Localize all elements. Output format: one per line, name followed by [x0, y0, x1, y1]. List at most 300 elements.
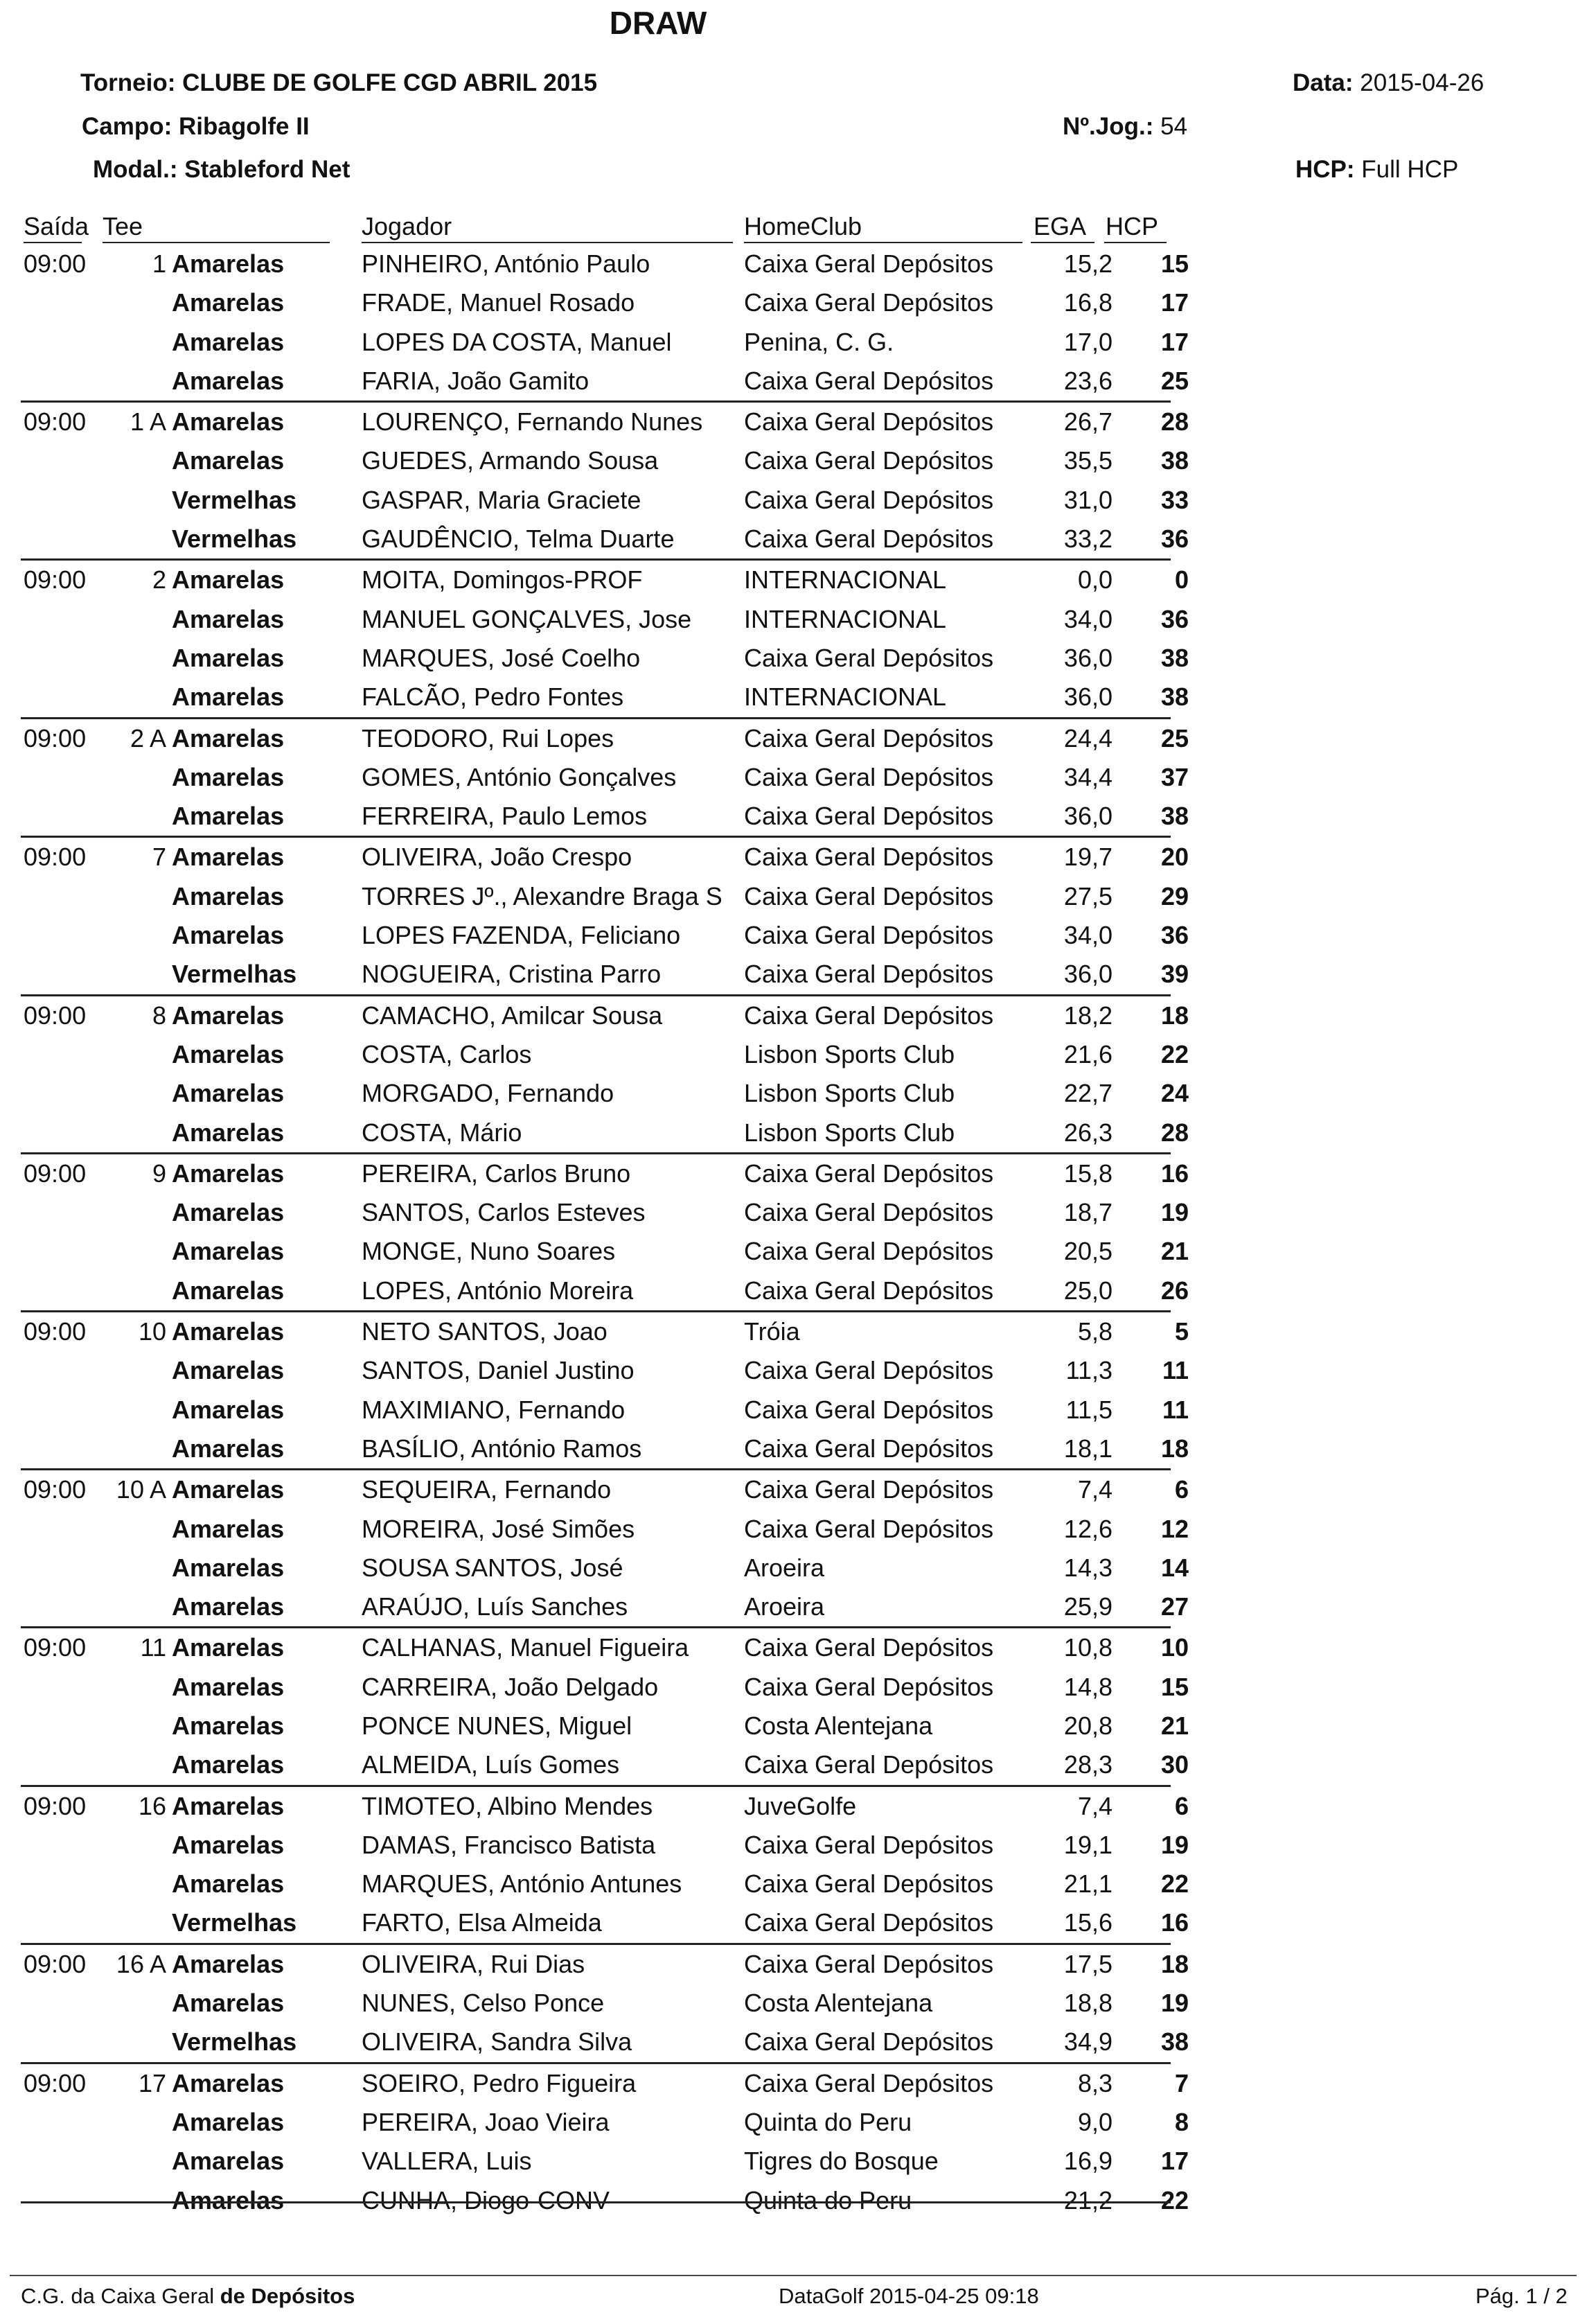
cell-hcp: 38: [1160, 446, 1189, 475]
table-row: [21, 1745, 1189, 1784]
header-underline: [362, 242, 733, 243]
cell-player: MANUEL GONÇALVES, Jose: [362, 604, 692, 633]
cell-ega: 34,9: [1063, 2027, 1112, 2057]
cell-player: GAUDÊNCIO, Telma Duarte: [362, 525, 675, 554]
cell-player: GUEDES, Armando Sousa: [362, 446, 659, 475]
col-header-ega: EGA: [1034, 212, 1087, 240]
cell-ega: 22,7: [1063, 1079, 1112, 1108]
cell-home-club: Caixa Geral Depósitos: [744, 1198, 994, 1227]
player-count-value: 54: [1160, 113, 1188, 140]
cell-tee-color: Amarelas: [172, 683, 285, 712]
cell-home-club: Caixa Geral Depósitos: [744, 1001, 994, 1030]
cell-hcp: 15: [1160, 249, 1189, 278]
cell-home-club: Caixa Geral Depósitos: [744, 960, 994, 989]
table-row: [21, 916, 1189, 955]
table-row: [21, 1865, 1189, 1903]
cell-tee-color: Amarelas: [172, 2147, 285, 2176]
table-row: [21, 1035, 1189, 1074]
cell-time: 09:00: [24, 1633, 87, 1662]
cell-tee-color: Amarelas: [172, 1592, 285, 1621]
cell-player: SANTOS, Daniel Justino: [362, 1356, 635, 1385]
col-header-homeclub: HomeClub: [744, 212, 862, 240]
cell-player: MAXIMIANO, Fernando: [362, 1395, 626, 1424]
cell-player: GASPAR, Maria Graciete: [362, 485, 641, 514]
cell-tee-color: Amarelas: [172, 1001, 285, 1030]
cell-player: VALLERA, Luis: [362, 2147, 532, 2176]
cell-time: 09:00: [24, 843, 87, 872]
cell-home-club: Caixa Geral Depósitos: [744, 881, 994, 910]
cell-home-club: Costa Alentejana: [744, 1711, 933, 1740]
cell-ega: 36,0: [1063, 683, 1112, 712]
cell-ega: 26,3: [1063, 1118, 1112, 1147]
cell-player: GOMES, António Gonçalves: [362, 762, 677, 791]
header-underline: [103, 242, 330, 243]
cell-home-club: Quinta do Peru: [744, 2185, 912, 2215]
table-row: [21, 1271, 1189, 1310]
date-line: [1293, 69, 1484, 97]
cell-player: CARREIRA, João Delgado: [362, 1672, 659, 1701]
cell-tee-color: Amarelas: [172, 843, 285, 872]
cell-hcp: 5: [1174, 1317, 1189, 1346]
cell-tee: 2 A: [130, 723, 166, 752]
cell-ega: 21,6: [1063, 1039, 1112, 1068]
cell-time: 09:00: [24, 2068, 87, 2097]
date-value: 2015-04-26: [1360, 69, 1484, 96]
cell-hcp: 28: [1160, 407, 1189, 437]
cell-player: TIMOTEO, Albino Mendes: [362, 1791, 653, 1820]
footer-club-name: C.G. da Caixa Geral: [21, 2284, 220, 2308]
cell-hcp: 20: [1160, 843, 1189, 872]
cell-home-club: Caixa Geral Depósitos: [744, 525, 994, 554]
cell-tee-color: Amarelas: [172, 1711, 285, 1740]
cell-player: ARAÚJO, Luís Sanches: [362, 1592, 628, 1621]
cell-home-club: Caixa Geral Depósitos: [744, 407, 994, 437]
cell-home-club: Costa Alentejana: [744, 1989, 933, 2018]
cell-home-club: Caixa Geral Depósitos: [744, 485, 994, 514]
cell-home-club: Caixa Geral Depósitos: [744, 446, 994, 475]
cell-time: 09:00: [24, 1949, 87, 1978]
cell-ega: 18,1: [1063, 1434, 1112, 1463]
cell-player: FERREIRA, Paulo Lemos: [362, 802, 648, 831]
cell-tee-color: Amarelas: [172, 1395, 285, 1424]
cell-ega: 31,0: [1063, 485, 1112, 514]
cell-tee-color: Amarelas: [172, 604, 285, 633]
cell-tee-color: Amarelas: [172, 921, 285, 950]
cell-hcp: 18: [1160, 1949, 1189, 1978]
table-row: [21, 323, 1189, 362]
cell-tee-color: Amarelas: [172, 723, 285, 752]
footer-generator: DataGolf 2015-04-25 09:18: [779, 2284, 1039, 2308]
table-row: [21, 1549, 1189, 1587]
table-header: [21, 212, 1171, 243]
cell-player: CAMACHO, Amilcar Sousa: [362, 1001, 663, 1030]
mode-line: [93, 156, 350, 184]
cell-ega: 9,0: [1077, 2107, 1112, 2136]
cell-player: ALMEIDA, Luís Gomes: [362, 1750, 620, 1779]
cell-tee-color: Amarelas: [172, 2185, 285, 2215]
cell-tee-color: Amarelas: [172, 762, 285, 791]
cell-ega: 35,5: [1063, 446, 1112, 475]
cell-time: 09:00: [24, 1159, 87, 1188]
cell-hcp: 37: [1160, 762, 1189, 791]
table-row: [21, 1984, 1189, 2023]
cell-home-club: Quinta do Peru: [744, 2107, 912, 2136]
cell-tee-color: Amarelas: [172, 2107, 285, 2136]
cell-hcp: 21: [1160, 1711, 1189, 1740]
table-row: [21, 797, 1189, 836]
table-row: [21, 994, 1189, 1035]
table-row: [21, 1074, 1189, 1113]
cell-tee-color: Amarelas: [172, 802, 285, 831]
cell-tee: 2: [152, 565, 166, 595]
cell-hcp: 38: [1160, 2027, 1189, 2057]
cell-player: TORRES Jº., Alexandre Braga S: [362, 881, 722, 910]
cell-player: NOGUEIRA, Cristina Parro: [362, 960, 662, 989]
cell-player: PINHEIRO, António Paulo: [362, 249, 650, 278]
cell-hcp: 11: [1162, 1356, 1189, 1385]
cell-ega: 23,6: [1063, 366, 1112, 395]
cell-tee-color: Amarelas: [172, 1672, 285, 1701]
cell-hcp: 25: [1160, 366, 1189, 395]
cell-home-club: Lisbon Sports Club: [744, 1039, 955, 1068]
cell-time: 09:00: [24, 407, 87, 437]
cell-ega: 12,6: [1063, 1514, 1112, 1543]
cell-tee-color: Amarelas: [172, 1276, 285, 1305]
cell-tee-color: Amarelas: [172, 1434, 285, 1463]
cell-tee: 10 A: [116, 1475, 166, 1504]
cell-home-club: Lisbon Sports Club: [744, 1079, 955, 1108]
cell-ega: 18,2: [1063, 1001, 1112, 1030]
cell-hcp: 30: [1160, 1750, 1189, 1779]
cell-hcp: 18: [1160, 1434, 1189, 1463]
cell-tee-color: Amarelas: [172, 249, 285, 278]
cell-hcp: 16: [1160, 1159, 1189, 1188]
cell-tee-color: Amarelas: [172, 1514, 285, 1543]
cell-tee-color: Amarelas: [172, 881, 285, 910]
table-row: [21, 2142, 1189, 2181]
cell-hcp: 7: [1174, 2068, 1189, 2097]
cell-hcp: 17: [1160, 327, 1189, 356]
cell-hcp: 38: [1160, 643, 1189, 672]
header-underline: [1104, 242, 1167, 243]
cell-tee-color: Vermelhas: [172, 960, 297, 989]
footer-page-number: Pág. 1 / 2: [1475, 2284, 1568, 2308]
cell-hcp: 6: [1174, 1475, 1189, 1504]
cell-hcp: 22: [1160, 2185, 1189, 2215]
cell-home-club: Tróia: [744, 1317, 800, 1346]
cell-ega: 10,8: [1063, 1633, 1112, 1662]
cell-tee-color: Amarelas: [172, 1633, 285, 1662]
cell-tee-color: Amarelas: [172, 1830, 285, 1859]
table-row: [21, 678, 1189, 716]
cell-tee: 8: [152, 1001, 166, 1030]
col-header-hcp: HCP: [1106, 212, 1159, 240]
col-header-jogador: Jogador: [362, 212, 452, 240]
cell-hcp: 22: [1160, 1869, 1189, 1899]
cell-ega: 36,0: [1063, 802, 1112, 831]
cell-home-club: Caixa Geral Depósitos: [744, 843, 994, 872]
cell-player: COSTA, Mário: [362, 1118, 522, 1147]
cell-hcp: 24: [1160, 1079, 1189, 1108]
cell-ega: 34,0: [1063, 921, 1112, 950]
cell-player: NETO SANTOS, Joao: [362, 1317, 608, 1346]
cell-time: 09:00: [24, 723, 87, 752]
table-row: [21, 836, 1189, 877]
table-row: [21, 877, 1189, 916]
cell-player: MARQUES, António Antunes: [362, 1869, 682, 1899]
cell-ega: 18,7: [1063, 1198, 1112, 1227]
course-label: Campo:: [82, 113, 172, 140]
cell-player: OLIVEIRA, Sandra Silva: [362, 2027, 632, 2057]
cell-player: CUNHA, Diogo-CONV: [362, 2185, 610, 2215]
cell-ega: 16,8: [1063, 288, 1112, 317]
cell-ega: 14,8: [1063, 1672, 1112, 1701]
cell-hcp: 39: [1160, 960, 1189, 989]
cell-ega: 0,0: [1077, 565, 1112, 595]
header-underline: [1031, 242, 1094, 243]
cell-hcp: 6: [1174, 1791, 1189, 1820]
cell-ega: 19,7: [1063, 843, 1112, 872]
cell-ega: 36,0: [1063, 643, 1112, 672]
cell-tee-color: Vermelhas: [172, 525, 297, 554]
cell-hcp: 36: [1160, 604, 1189, 633]
cell-hcp: 17: [1160, 2147, 1189, 2176]
cell-player: NUNES, Celso Ponce: [362, 1989, 605, 2018]
cell-ega: 11,3: [1065, 1356, 1112, 1385]
cell-tee-color: Amarelas: [172, 2068, 285, 2097]
cell-ega: 26,7: [1063, 407, 1112, 437]
cell-hcp: 29: [1160, 881, 1189, 910]
table-row: [21, 1707, 1189, 1745]
hcp-mode-value: Full HCP: [1361, 156, 1459, 183]
table-row: [21, 717, 1189, 758]
cell-home-club: INTERNACIONAL: [744, 604, 947, 633]
cell-hcp: 26: [1160, 1276, 1189, 1305]
cell-tee-color: Amarelas: [172, 565, 285, 595]
cell-player: TEODORO, Rui Lopes: [362, 723, 614, 752]
cell-player: SEQUEIRA, Fernando: [362, 1475, 612, 1504]
cell-tee-color: Vermelhas: [172, 2027, 297, 2057]
cell-hcp: 36: [1160, 921, 1189, 950]
cell-home-club: Caixa Geral Depósitos: [744, 1434, 994, 1463]
table-row: [21, 2181, 1189, 2220]
hcp-line: [1295, 156, 1458, 184]
table-row: [21, 245, 1189, 283]
table-row: [21, 1943, 1189, 1984]
cell-tee-color: Amarelas: [172, 1118, 285, 1147]
cell-tee-color: Amarelas: [172, 288, 285, 317]
col-header-saida: Saída: [24, 212, 89, 240]
cell-home-club: Caixa Geral Depósitos: [744, 288, 994, 317]
cell-player: FRADE, Manuel Rosado: [362, 288, 635, 317]
cell-home-club: Caixa Geral Depósitos: [744, 802, 994, 831]
cell-tee-color: Amarelas: [172, 1237, 285, 1266]
table-row: [21, 1468, 1189, 1509]
cell-player: LOPES, António Moreira: [362, 1276, 634, 1305]
cell-home-club: Caixa Geral Depósitos: [744, 1475, 994, 1504]
footer-club: [21, 2284, 355, 2309]
cell-ega: 8,3: [1077, 2068, 1112, 2097]
cell-home-club: Caixa Geral Depósitos: [744, 1908, 994, 1937]
table-row: [21, 1510, 1189, 1549]
cell-tee: 17: [138, 2068, 166, 2097]
table-row: [21, 639, 1189, 678]
cell-hcp: 27: [1160, 1592, 1189, 1621]
cell-player: SOEIRO, Pedro Figueira: [362, 2068, 637, 2097]
cell-tee-color: Amarelas: [172, 1079, 285, 1108]
cell-ega: 28,3: [1063, 1750, 1112, 1779]
cell-ega: 11,5: [1065, 1395, 1112, 1424]
table-row: [21, 1232, 1189, 1271]
cell-ega: 25,9: [1063, 1592, 1112, 1621]
cell-hcp: 11: [1162, 1395, 1189, 1424]
cell-ega: 15,2: [1063, 249, 1112, 278]
cell-player: BASÍLIO, António Ramos: [362, 1434, 642, 1463]
cell-tee: 16 A: [116, 1949, 166, 1978]
cell-ega: 16,9: [1063, 2147, 1112, 2176]
cell-hcp: 21: [1160, 1237, 1189, 1266]
cell-player: LOPES DA COSTA, Manuel: [362, 327, 672, 356]
cell-player: SANTOS, Carlos Esteves: [362, 1198, 646, 1227]
tournament-name: CLUBE DE GOLFE CGD ABRIL 2015: [182, 69, 598, 96]
cell-tee-color: Vermelhas: [172, 1908, 297, 1937]
cell-tee-color: Amarelas: [172, 1159, 285, 1188]
cell-tee-color: Amarelas: [172, 1869, 285, 1899]
cell-home-club: Caixa Geral Depósitos: [744, 1750, 994, 1779]
cell-hcp: 25: [1160, 723, 1189, 752]
tournament-line: [80, 69, 597, 97]
cell-home-club: Caixa Geral Depósitos: [744, 1869, 994, 1899]
cell-ega: 15,6: [1063, 1908, 1112, 1937]
table-row: [21, 1193, 1189, 1232]
cell-player: OLIVEIRA, João Crespo: [362, 843, 632, 872]
table-row: [21, 955, 1189, 994]
cell-hcp: 22: [1160, 1039, 1189, 1068]
cell-tee-color: Amarelas: [172, 1989, 285, 2018]
table-row: [21, 1903, 1189, 1942]
cell-ega: 15,8: [1063, 1159, 1112, 1188]
cell-home-club: Caixa Geral Depósitos: [744, 723, 994, 752]
cell-player: COSTA, Carlos: [362, 1039, 532, 1068]
mode-label: Modal.:: [93, 156, 178, 183]
cell-hcp: 36: [1160, 525, 1189, 554]
cell-player: FALCÃO, Pedro Fontes: [362, 683, 624, 712]
cell-home-club: Caixa Geral Depósitos: [744, 1276, 994, 1305]
cell-player: MARQUES, José Coelho: [362, 643, 641, 672]
col-header-tee: Tee: [103, 212, 143, 240]
cell-ega: 21,2: [1063, 2185, 1112, 2215]
cell-player: SOUSA SANTOS, José: [362, 1553, 623, 1582]
draw-table: [21, 245, 1189, 2220]
cell-player: MOITA, Domingos-PROF: [362, 565, 643, 595]
cell-tee: 1 A: [130, 407, 166, 437]
cell-ega: 21,1: [1063, 1869, 1112, 1899]
cell-home-club: Caixa Geral Depósitos: [744, 762, 994, 791]
table-row: [21, 283, 1189, 322]
table-row: [21, 1785, 1189, 1826]
table-row: [21, 558, 1189, 599]
date-label: Data:: [1293, 69, 1354, 96]
cell-tee: 16: [138, 1791, 166, 1820]
cell-hcp: 19: [1160, 1830, 1189, 1859]
table-row: [21, 2103, 1189, 2142]
cell-tee-color: Vermelhas: [172, 485, 297, 514]
cell-ega: 20,8: [1063, 1711, 1112, 1740]
cell-time: 09:00: [24, 249, 87, 278]
table-row: [21, 1626, 1189, 1667]
cell-player: FARIA, João Gamito: [362, 366, 589, 395]
cell-tee-color: Amarelas: [172, 1198, 285, 1227]
cell-time: 09:00: [24, 565, 87, 595]
cell-home-club: Caixa Geral Depósitos: [744, 1672, 994, 1701]
cell-tee-color: Amarelas: [172, 366, 285, 395]
cell-ega: 36,0: [1063, 960, 1112, 989]
cell-hcp: 33: [1160, 485, 1189, 514]
cell-player: OLIVEIRA, Rui Dias: [362, 1949, 585, 1978]
cell-tee: 7: [152, 843, 166, 872]
cell-tee-color: Amarelas: [172, 327, 285, 356]
cell-hcp: 38: [1160, 683, 1189, 712]
table-row: [21, 2023, 1189, 2061]
cell-home-club: Caixa Geral Depósitos: [744, 249, 994, 278]
cell-home-club: Caixa Geral Depósitos: [744, 366, 994, 395]
mode-value: Stableford Net: [184, 156, 351, 183]
player-count-line: [1063, 113, 1187, 141]
cell-home-club: Caixa Geral Depósitos: [744, 1159, 994, 1188]
cell-ega: 18,8: [1063, 1989, 1112, 2018]
table-row: [21, 1152, 1189, 1193]
cell-home-club: Caixa Geral Depósitos: [744, 1356, 994, 1385]
cell-home-club: Caixa Geral Depósitos: [744, 921, 994, 950]
cell-home-club: Penina, C. G.: [744, 327, 894, 356]
cell-player: PONCE NUNES, Miguel: [362, 1711, 632, 1740]
cell-time: 09:00: [24, 1475, 87, 1504]
cell-player: PEREIRA, Joao Vieira: [362, 2107, 610, 2136]
cell-ega: 19,1: [1063, 1830, 1112, 1859]
cell-tee: 11: [140, 1633, 166, 1662]
cell-player: MONGE, Nuno Soares: [362, 1237, 616, 1266]
table-row: [21, 520, 1189, 558]
cell-ega: 34,0: [1063, 604, 1112, 633]
table-row: [21, 1668, 1189, 1707]
cell-home-club: Caixa Geral Depósitos: [744, 2027, 994, 2057]
table-row: [21, 758, 1189, 797]
cell-player: LOURENÇO, Fernando Nunes: [362, 407, 703, 437]
cell-home-club: Caixa Geral Depósitos: [744, 1949, 994, 1978]
course-line: [82, 113, 310, 141]
cell-hcp: 19: [1160, 1989, 1189, 2018]
cell-player: CALHANAS, Manuel Figueira: [362, 1633, 689, 1662]
table-row: [21, 1113, 1189, 1152]
cell-hcp: 10: [1160, 1633, 1189, 1662]
table-row: [21, 441, 1189, 480]
cell-hcp: 17: [1160, 288, 1189, 317]
cell-tee: 1: [152, 249, 166, 278]
cell-home-club: Aroeira: [744, 1592, 825, 1621]
cell-player: MOREIRA, José Simões: [362, 1514, 635, 1543]
cell-ega: 5,8: [1077, 1317, 1112, 1346]
cell-tee-color: Amarelas: [172, 1039, 285, 1068]
cell-ega: 33,2: [1063, 525, 1112, 554]
cell-hcp: 12: [1160, 1514, 1189, 1543]
table-row: [21, 1310, 1189, 1351]
cell-hcp: 19: [1160, 1198, 1189, 1227]
cell-player: LOPES FAZENDA, Feliciano: [362, 921, 681, 950]
cell-ega: 17,0: [1063, 327, 1112, 356]
cell-tee-color: Amarelas: [172, 1356, 285, 1385]
cell-home-club: Lisbon Sports Club: [744, 1118, 955, 1147]
cell-hcp: 8: [1174, 2107, 1189, 2136]
